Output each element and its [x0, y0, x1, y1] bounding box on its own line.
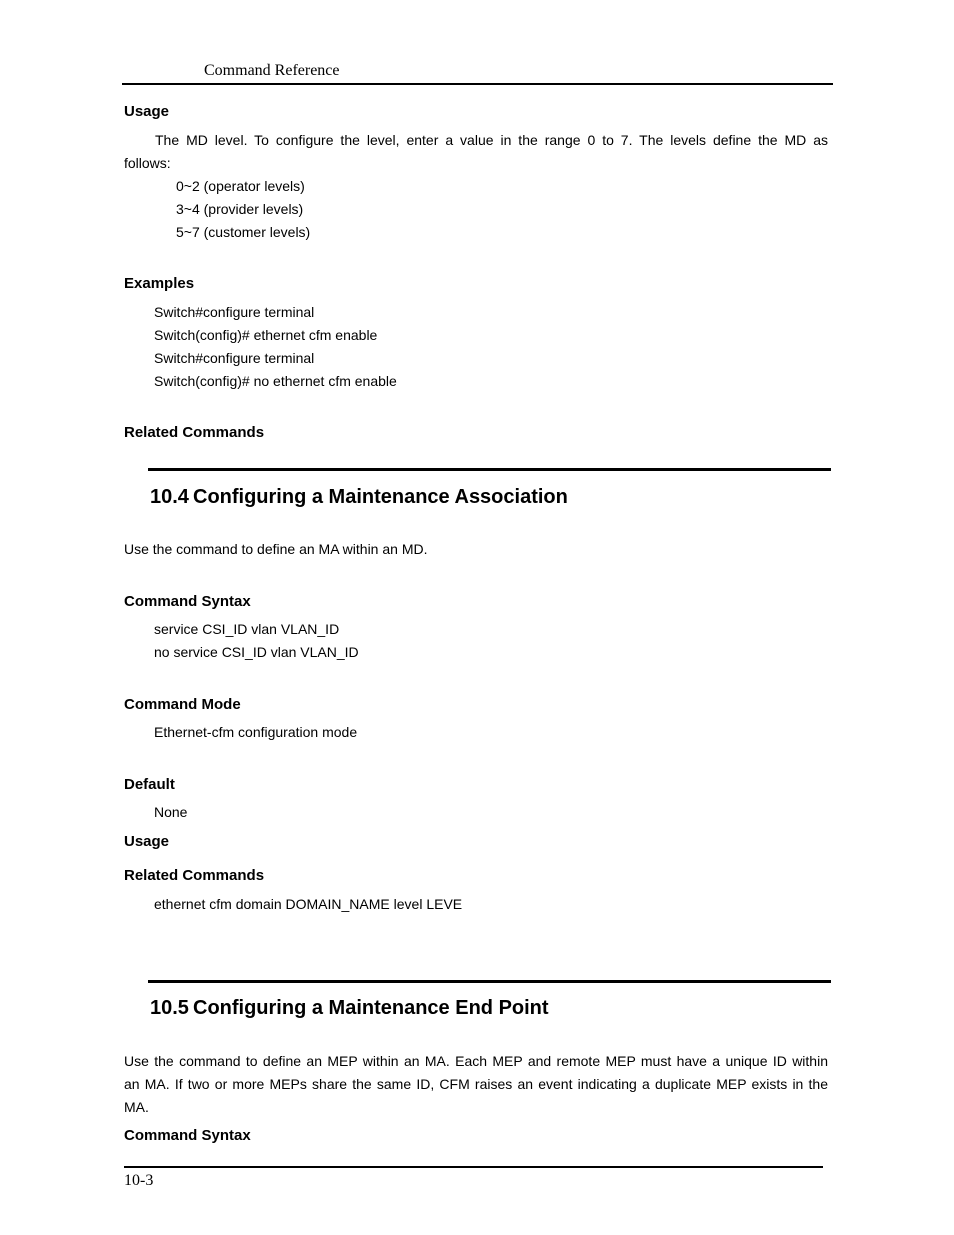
- syntax-line: service CSI_ID vlan VLAN_ID: [154, 621, 340, 637]
- section-number: 10.4: [150, 486, 189, 508]
- page-number: 10-3: [124, 1172, 154, 1189]
- footer-rule: [124, 1166, 823, 1168]
- section-intro: Use the command to define an MA within an MD.: [124, 541, 428, 557]
- usage-paragraph-line1: The MD level. To configure the level, enter a value in the range 0 to 7. The levels define the MD as: [155, 132, 828, 148]
- example-line: Switch(config)# no ethernet cfm enable: [154, 373, 397, 389]
- usage-paragraph-line2: follows:: [124, 155, 171, 171]
- example-line: Switch#configure terminal: [154, 304, 315, 320]
- default-heading: Default: [124, 776, 175, 793]
- header-rule: [122, 83, 833, 85]
- syntax-line: no service CSI_ID vlan VLAN_ID: [154, 644, 359, 660]
- section-title: Configuring a Maintenance Association: [193, 486, 568, 508]
- default-text: None: [154, 804, 188, 820]
- section-intro-line3: MA.: [124, 1099, 149, 1115]
- usage-heading: Usage: [124, 103, 170, 120]
- example-line: Switch#configure terminal: [154, 350, 315, 366]
- level-item: 3~4 (provider levels): [176, 201, 304, 217]
- command-mode-text: Ethernet-cfm configuration mode: [154, 724, 358, 740]
- related-command-line: ethernet cfm domain DOMAIN_NAME level LEVE: [154, 896, 463, 912]
- command-syntax-heading: Command Syntax: [124, 1127, 251, 1144]
- command-syntax-heading: Command Syntax: [124, 593, 251, 610]
- usage-heading: Usage: [124, 833, 170, 850]
- section-intro-line1: Use the command to define an MEP within an MA. Each MEP and remote MEP must have a unique ID within: [124, 1053, 828, 1069]
- section-title: Configuring a Maintenance End Point: [193, 997, 549, 1019]
- command-mode-heading: Command Mode: [124, 696, 241, 713]
- section-intro-line2: an MA. If two or more MEPs share the same ID, CFM raises an event indicating a duplicate MEP exists in the: [124, 1076, 828, 1092]
- related-commands-heading: Related Commands: [124, 424, 265, 441]
- related-commands-heading: Related Commands: [124, 867, 265, 884]
- examples-heading: Examples: [124, 275, 195, 292]
- running-header: Command Reference: [204, 62, 340, 79]
- level-item: 5~7 (customer levels): [176, 224, 311, 240]
- level-item: 0~2 (operator levels): [176, 178, 305, 194]
- example-line: Switch(config)# ethernet cfm enable: [154, 327, 378, 343]
- section-number: 10.5: [150, 997, 189, 1019]
- section-rule: [148, 468, 831, 471]
- section-rule: [148, 980, 831, 983]
